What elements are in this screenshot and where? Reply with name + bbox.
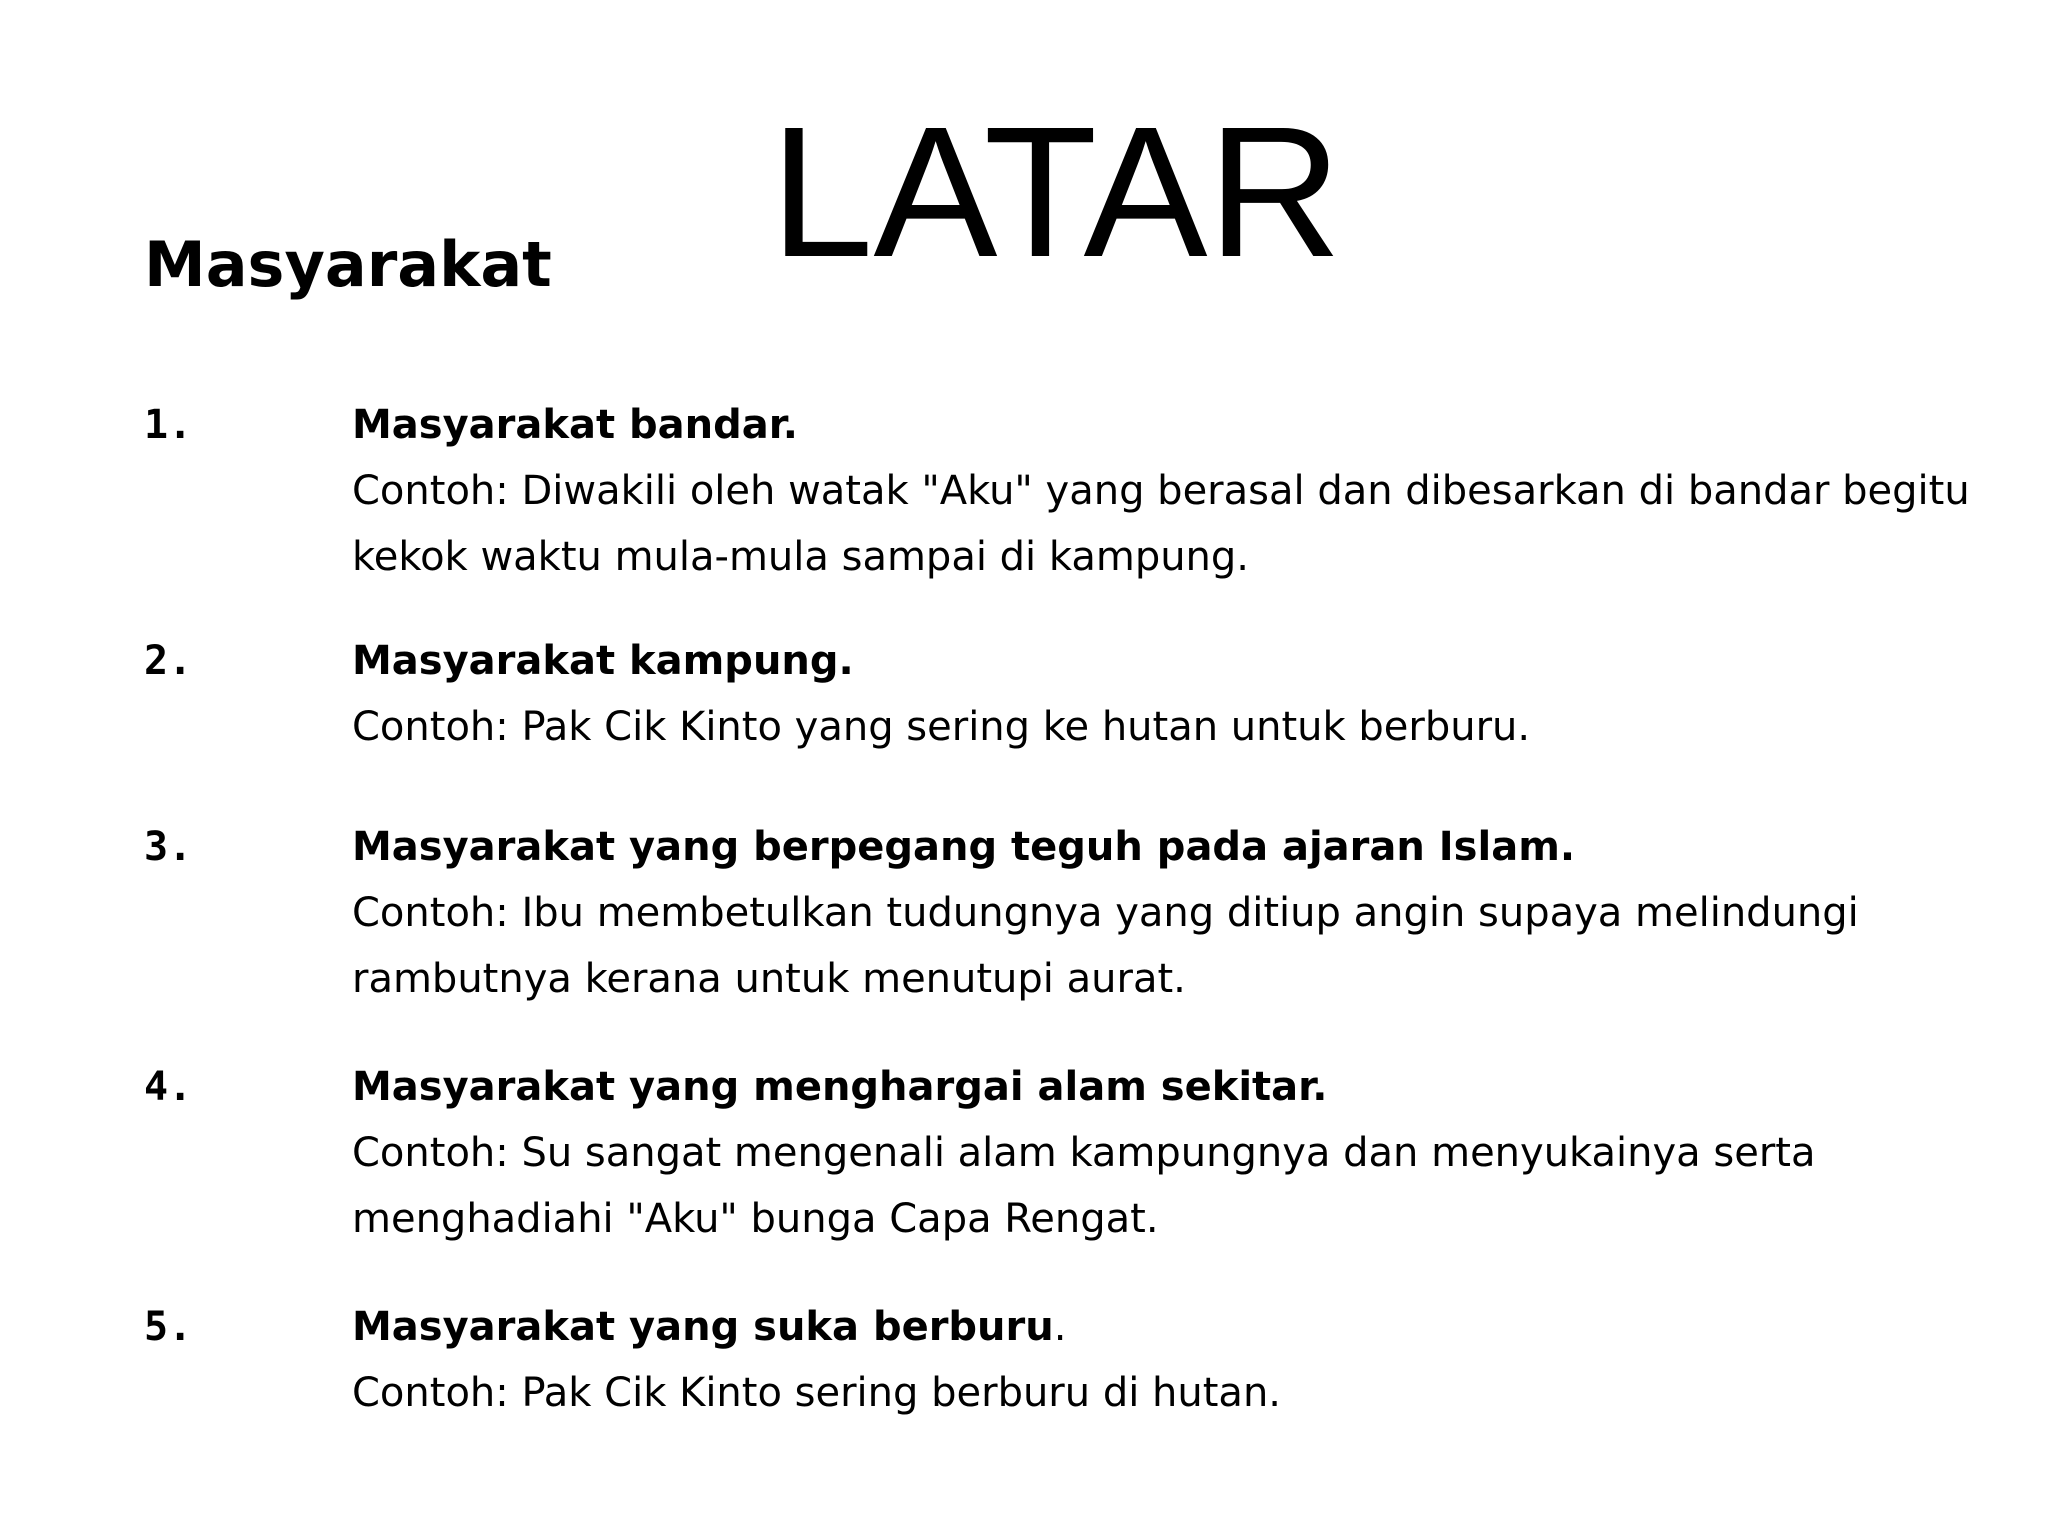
item-number: 2. — [144, 638, 193, 684]
item-body — [352, 628, 1972, 760]
item-example: Contoh: Pak Cik Kinto yang sering ke hutan untuk berburu. — [352, 704, 1531, 750]
item-number: 5. — [144, 1304, 193, 1350]
item-heading-line — [352, 1294, 1972, 1360]
page-title: LATAR — [770, 89, 1342, 296]
item-heading: Masyarakat yang menghargai alam sekitar. — [352, 1064, 1328, 1110]
item-example: Contoh: Pak Cik Kinto sering berburu di hutan. — [352, 1370, 1282, 1416]
item-example: Contoh: Su sangat mengenali alam kampungnya dan menyukainya serta menghadiahi "Aku" bunga Capa Rengat. — [352, 1130, 1816, 1242]
section-subtitle: Masyarakat — [144, 228, 552, 301]
item-heading: Masyarakat yang suka berburu — [352, 1304, 1054, 1350]
item-heading: Masyarakat yang berpegang teguh pada ajaran Islam. — [352, 824, 1576, 870]
item-number: 4. — [144, 1064, 193, 1110]
item-example: Contoh: Diwakili oleh watak "Aku" yang berasal dan dibesarkan di bandar begitu kekok waktu mula-mula sampai di kampung. — [352, 468, 1970, 580]
item-number: 1. — [144, 402, 193, 448]
item-heading: Masyarakat bandar. — [352, 402, 798, 448]
item-body — [352, 1054, 1972, 1252]
item-body — [352, 814, 1972, 1012]
item-body — [352, 392, 1972, 590]
item-example: Contoh: Ibu membetulkan tudungnya yang ditiup angin supaya melindungi rambutnya kerana untuk menutupi aurat. — [352, 890, 1859, 1002]
item-body — [352, 1294, 1972, 1426]
item-heading: Masyarakat kampung. — [352, 638, 854, 684]
item-number: 3. — [144, 824, 193, 870]
item-heading-suffix: . — [1053, 1304, 1067, 1350]
